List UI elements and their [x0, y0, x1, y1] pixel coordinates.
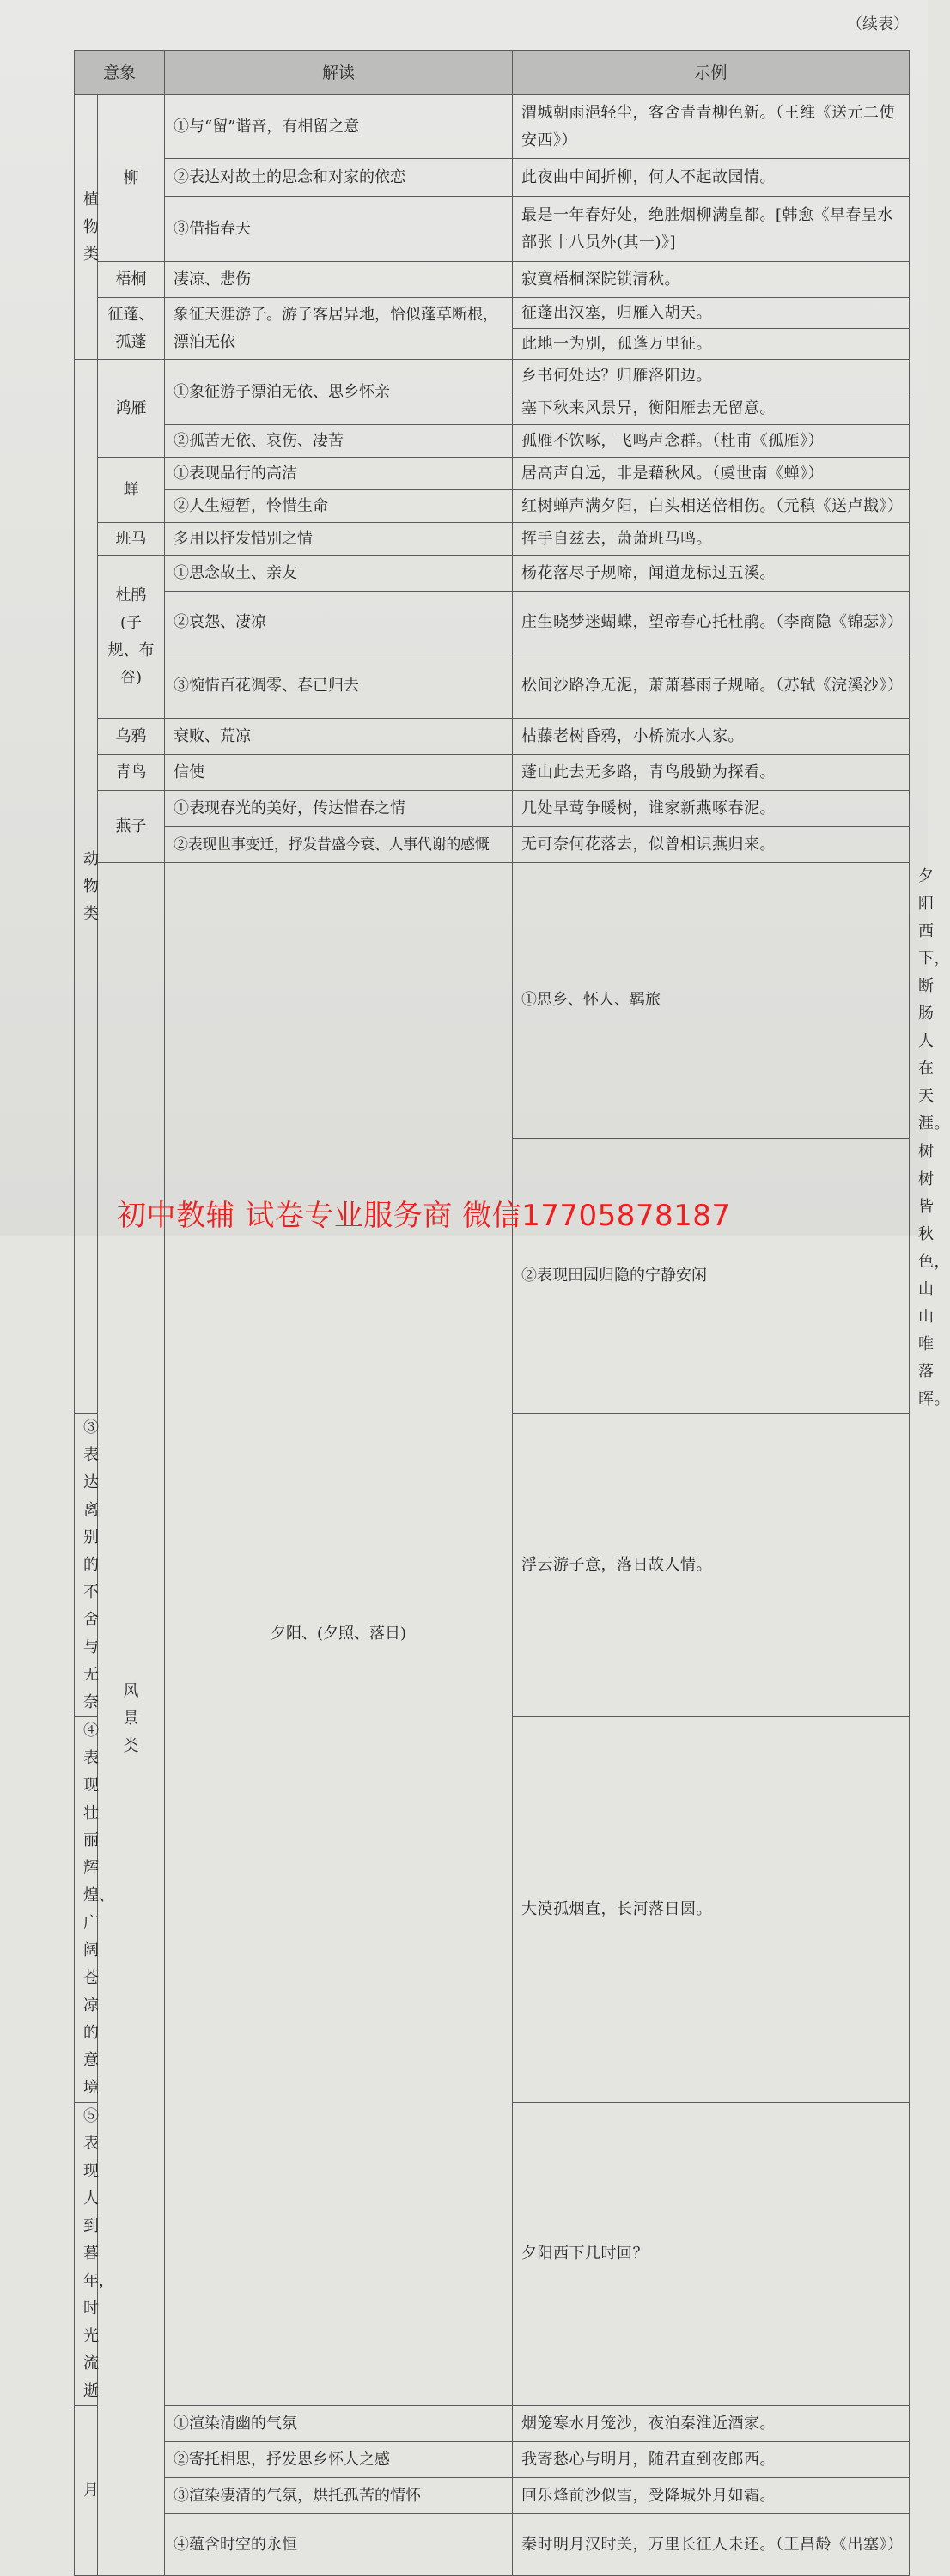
category-animal	[75, 360, 98, 1414]
category-animal-label: 动 物 类	[83, 849, 99, 923]
example-cell: 最是一年春好处，绝胜烟柳满皇都。[韩愈《早春呈水部张十八员外(其一)》]	[513, 197, 910, 262]
example-cell: 乡书何处达？归雁洛阳边。	[513, 360, 910, 392]
interpretation-cell: ②人生短暂，怜惜生命	[165, 490, 513, 523]
example-cell: 烟笼寒水月笼沙，夜泊秦淮近酒家。	[513, 2406, 910, 2442]
example-cell: 杨花落尽子规啼，闻道龙标过五溪。	[513, 556, 910, 592]
interpretation-cell: ④蕴含时空的永恒	[165, 2514, 513, 2576]
table-row	[75, 490, 910, 523]
example-cell: 此地一为别，孤蓬万里征。	[513, 329, 910, 360]
table-row	[75, 95, 910, 159]
table-row	[75, 298, 910, 329]
interpretation-cell: ①象征游子漂泊无依、思乡怀亲	[165, 360, 513, 425]
imagery-cuckoo: 杜鹃(子规、布谷)	[98, 556, 165, 719]
example-cell: 无可奈何花落去，似曾相识燕归来。	[513, 827, 910, 863]
table-row	[75, 458, 910, 490]
imagery-cicada: 蝉	[98, 458, 165, 523]
imagery-sunset: 夕阳、(夕照、落日)	[165, 863, 513, 2406]
table-row	[75, 2442, 910, 2478]
interpretation-cell: ②寄托相思，抒发思乡怀人之感	[165, 2442, 513, 2478]
interpretation-cell: ②表现田园归隐的宁静安闲	[513, 1139, 910, 1414]
table-row: 风 景 类 夕阳、(夕照、落日) ①思乡、怀人、羁旅 夕阳西下，断肠人在天涯。	[75, 863, 910, 1139]
imagery-table	[74, 50, 950, 2576]
table-row	[75, 791, 910, 827]
imagery-swallow: 燕子	[98, 791, 165, 863]
table-row: ②表现田园归隐的宁静安闲 树树皆秋色，山山唯落晖。	[75, 1139, 910, 1414]
interpretation-cell: ⑤表现人到暮年，时光流逝	[75, 2103, 98, 2406]
imagery-horse: 班马	[98, 523, 165, 556]
interpretation-cell: ②表达对故土的思念和对家的依恋	[165, 159, 513, 197]
interpretation-cell: ①渲染清幽的气氛	[165, 2406, 513, 2442]
interpretation-cell: 信使	[165, 755, 513, 791]
table-row	[75, 2478, 910, 2514]
interpretation-cell: ②表现世事变迁，抒发昔盛今衰、人事代谢的感慨	[165, 827, 513, 863]
imagery-moon: 月	[75, 2406, 98, 2576]
example-cell: 征蓬出汉塞，归雁入胡天。	[513, 298, 910, 329]
table-row	[75, 755, 910, 791]
interpretation-cell: ①表现品行的高洁	[165, 458, 513, 490]
table-row	[75, 197, 910, 262]
imagery-goose: 鸿雁	[98, 360, 165, 458]
imagery-willow: 柳	[98, 95, 165, 262]
interpretation-cell: ①思乡、怀人、羁旅	[513, 863, 910, 1139]
example-cell: 红树蝉声满夕阳，白头相送倍相伤。（元稹《送卢戡》）	[513, 490, 910, 523]
header-imagery: 意象	[75, 51, 165, 95]
interpretation-cell: 象征天涯游子。游子客居异地，恰似蓬草断根，漂泊无依	[165, 298, 513, 360]
example-cell: 夕阳西下几时回？	[513, 2103, 910, 2406]
example-cell: 松间沙路净无泥，萧萧暮雨子规啼。（苏轼《浣溪沙》）	[513, 653, 910, 719]
example-cell: 浮云游子意，落日故人情。	[513, 1414, 910, 1717]
table-row	[75, 425, 910, 458]
category-scenery	[98, 863, 165, 2576]
interpretation-cell: 凄凉、悲伤	[165, 262, 513, 298]
imagery-bluebird: 青鸟	[98, 755, 165, 791]
category-plant	[75, 95, 98, 360]
table-row	[75, 556, 910, 592]
table-row	[75, 827, 910, 863]
imagery-crow: 乌鸦	[98, 719, 165, 755]
interpretation-cell: ①与“留”谐音，有相留之意	[165, 95, 513, 159]
interpretation-cell: ③渲染凄清的气氛，烘托孤苦的情怀	[165, 2478, 513, 2514]
example-cell: 几处早莺争暖树，谁家新燕啄春泥。	[513, 791, 910, 827]
watermark-text: 初中教辅 试卷专业服务商 微信17705878187	[117, 1199, 731, 1233]
example-cell: 大漠孤烟直，长河落日圆。	[513, 1717, 910, 2103]
example-cell: 渭城朝雨浥轻尘，客舍青青柳色新。（王维《送元二使安西》）	[513, 95, 910, 159]
interpretation-cell: ②哀怨、凄凉	[165, 592, 513, 653]
category-plant-label: 植 物 类	[83, 190, 99, 264]
table-row	[75, 653, 910, 719]
interpretation-cell: ①表现春光的美好，传达惜春之情	[165, 791, 513, 827]
example-cell: 蓬山此去无多路，青鸟殷勤为探看。	[513, 755, 910, 791]
example-cell: 挥手自兹去，萧萧班马鸣。	[513, 523, 910, 556]
example-cell: 回乐烽前沙似雪，受降城外月如霜。	[513, 2478, 910, 2514]
table-row	[75, 2406, 910, 2442]
interpretation-cell: 多用以抒发惜别之情	[165, 523, 513, 556]
interpretation-cell: ③惋惜百花凋零、春已归去	[165, 653, 513, 719]
interpretation-cell: ③表达离别的不舍与无奈	[75, 1414, 98, 1717]
table-row	[75, 523, 910, 556]
example-cell: 我寄愁心与明月，随君直到夜郎西。	[513, 2442, 910, 2478]
continued-label: （续表）	[847, 15, 909, 33]
interpretation-cell: 衰败、荒凉	[165, 719, 513, 755]
category-scenery-label: 风 景 类	[123, 1682, 139, 1755]
interpretation-cell: ③借指春天	[165, 197, 513, 262]
interpretation-cell: ④表现壮丽辉煌、广阔苍凉的意境	[75, 1717, 98, 2103]
example-cell: 庄生晓梦迷蝴蝶，望帝春心托杜鹃。（李商隐《锦瑟》）	[513, 592, 910, 653]
example-cell: 此夜曲中闻折柳，何人不起故园情。	[513, 159, 910, 197]
table-row	[75, 262, 910, 298]
table-row	[75, 719, 910, 755]
table-row	[75, 360, 910, 392]
table-header-row	[75, 51, 910, 95]
example-cell: 秦时明月汉时关，万里长征人未还。（王昌龄《出塞》）	[513, 2514, 910, 2576]
imagery-tumbleweed: 征蓬、孤蓬	[98, 298, 165, 360]
example-cell: 塞下秋来风景异，衡阳雁去无留意。	[513, 392, 910, 425]
header-example: 示例	[513, 51, 910, 95]
example-cell: 寂寞梧桐深院锁清秋。	[513, 262, 910, 298]
interpretation-cell: ①思念故土、亲友	[165, 556, 513, 592]
imagery-wutong: 梧桐	[98, 262, 165, 298]
table-row	[75, 159, 910, 197]
header-interpretation: 解读	[165, 51, 513, 95]
table-row	[75, 2514, 910, 2576]
table-row	[75, 592, 910, 653]
example-cell: 枯藤老树昏鸦，小桥流水人家。	[513, 719, 910, 755]
interpretation-cell: ②孤苦无依、哀伤、凄苦	[165, 425, 513, 458]
example-cell: 居高声自远，非是藉秋风。（虞世南《蝉》）	[513, 458, 910, 490]
example-cell: 孤雁不饮啄，飞鸣声念群。（杜甫《孤雁》）	[513, 425, 910, 458]
